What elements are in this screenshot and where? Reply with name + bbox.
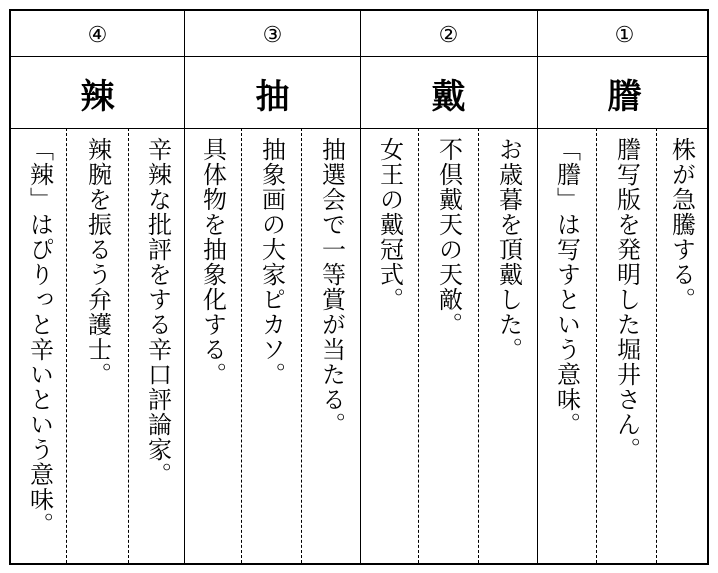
sentence-divider [301,128,302,563]
example-sentence [129,137,186,557]
sentence-text: お歳暮を頂戴した。 [494,137,523,362]
example-sentence [598,137,655,557]
column-number: ② [438,22,459,48]
sentence-text: 謄写版を発明した堀井さん。 [612,137,641,462]
sentence-divider [418,128,419,563]
sentence-divider [478,128,479,563]
example-sentence [361,137,418,557]
target-kanji: 辣 [80,76,115,117]
target-kanji: 抽 [255,76,290,117]
sentence-divider [241,128,242,563]
sentence-divider [596,128,597,563]
example-sentence [184,137,241,557]
sentence-text: 抽選会で一等賞が当たる。 [317,137,346,437]
column-number: ① [614,22,635,48]
target-kanji: 戴 [431,76,466,117]
sentence-text: 株が急騰する。 [667,137,696,312]
column-number: ④ [87,22,108,48]
sentence-text: 抽象画の大家ピカソ。 [257,137,286,387]
kanji-worksheet-table [9,9,709,565]
sentence-text: 女王の戴冠式。 [375,137,404,312]
example-sentence [11,137,68,557]
sentence-text: 辣腕を振るう弁護士。 [83,137,112,387]
example-sentence [303,137,360,557]
kanji-row-divider [11,128,707,129]
example-sentence [480,137,537,557]
example-sentence [420,137,477,557]
example-sentence [653,137,710,557]
sentence-text: 辛辣な批評をする辛口評論家。 [143,137,172,487]
example-sentence [243,137,300,557]
target-kanji: 謄 [607,76,642,117]
sentence-text: 不倶戴天の天敵。 [434,137,463,337]
column-number: ③ [262,22,283,48]
sentence-text: 「辣」はぴりっと辛いという意味。 [25,137,54,537]
example-sentence [69,137,126,557]
sentence-text: 具体物を抽象化する。 [198,137,227,387]
example-sentence [538,137,595,557]
sentence-text: 「謄」は写すという意味。 [552,137,581,437]
